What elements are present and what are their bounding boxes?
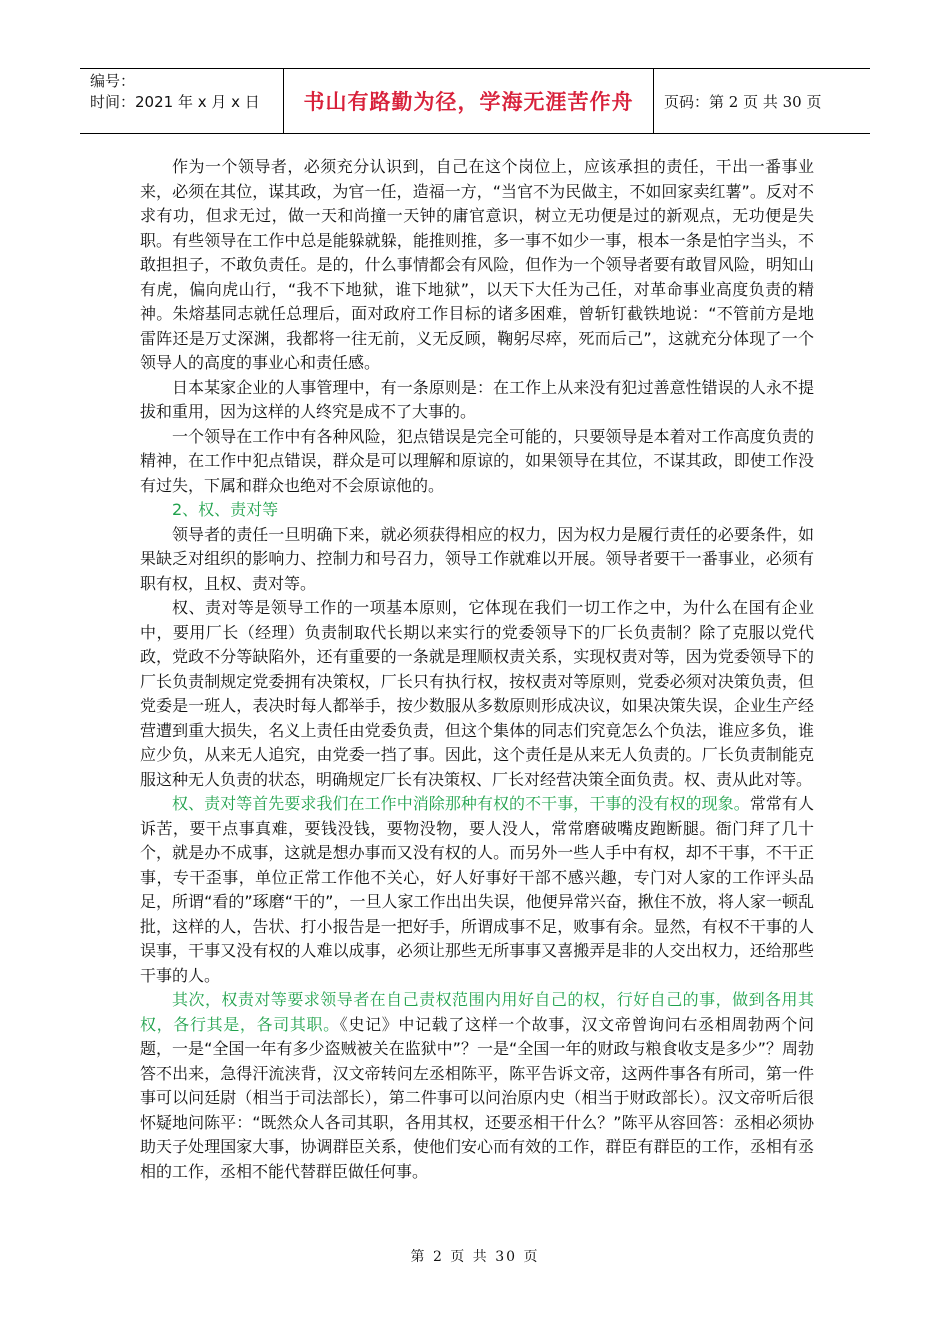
paragraph: 领导者的责任一旦明确下来，就必须获得相应的权力，因为权力是履行责任的必要条件，如果缺乏对组织的影响力、控制力和号召力，领导工作就难以开展。领导者要干一番事业，必须有职有权，且权、责对等。 xyxy=(140,524,814,593)
paragraph: 权、责对等是领导工作的一项基本原则，它体现在我们一切工作之中，为什么在国有企业中，要用厂长（经理）负责制取代长期以来实行的党委领导下的厂长负责制？除了克服以党代政，党政不分等缺陷外，还有重要的一条就是理顺权责关系，实现权责对等，因为党委领导下的厂长负责制规定党委拥有决策权，厂长只有执行权，按权责对等原则，党委必须对决策负责，但党委是一班人，表决时每人都举手，按少数服从多数原则形成决议，如果决策失误，企业生产经营遭到重大损失，名义上责任由党委负责，但这个集体的同志们究竟怎么个负法，谁应多负，谁应少负，从来无人追究，由党委一挡了事。因此，这个责任是从来无人负责的。厂长负责制能克服这种无人负责的状态，明确规定厂长有决策权、厂长对经营决策全面负责。权、责从此对等。 xyxy=(140,598,814,789)
paragraph: 一个领导在工作中有各种风险，犯点错误是完全可能的，只要领导是本着对工作高度负责的精神，在工作中犯点错误，群众是可以理解和原谅的，如果领导在其位，不谋其政，即使工作没有过失，下属和群众也绝对不会原谅他的。 xyxy=(140,426,814,495)
page-footer: 第 2 页 共 30 页 xyxy=(410,1249,540,1265)
paragraph: 日本某家企业的人事管理中，有一条原则是：在工作上从来没有犯过善意性错误的人永不提拔和重用，因为这样的人终究是成不了大事的。 xyxy=(140,377,814,421)
document-number-label: 编号： xyxy=(90,72,136,90)
paragraph: 作为一个领导者，必须充分认识到，自己在这个岗位上，应该承担的责任，干出一番事业来，必须在其位，谋其政，为官一任，造福一方，“当官不为民做主，不如回家卖红薯”。反对不求有功，但求无过，做一天和尚撞一天钟的庸官意识，树立无功便是过的新观点，无功便是失职。有些领导在工作中总是能躲就躲，能推则推，多一事不如少一事，根本一条是怕字当头，不敢担担子，不敢负责任。是的，什么事情都会有风险，但作为一个领导者要有敢冒风险，明知山有虎，偏向虎山行，“我不下地狱，谁下地狱”，以天下大任为己任，对革命事业高度负责的精神。朱熔基同志就任总理后，面对政府工作目标的诸多困难，曾斩钉截铁地说：“不管前方是地雷阵还是万丈深渊，我都将一往无前，义无反顾，鞠躬尽瘁，死而后己”，这就充分体现了一个领导人的高度的事业心和责任感。 xyxy=(140,157,814,372)
paragraph xyxy=(140,988,814,1184)
document-date: 时间：2021 年 x 月 x 日 xyxy=(90,93,260,111)
document-body xyxy=(140,155,814,1184)
page-header xyxy=(80,68,870,134)
section-heading: 2、权、责对等 xyxy=(172,500,279,519)
header-page-info: 页码：第 2 页 共 30 页 xyxy=(664,92,822,111)
highlighted-sentence: 权、责对等首先要求我们在工作中消除那种有权的不干事，干事的没有权的现象。 xyxy=(172,794,750,813)
header-meta xyxy=(80,69,283,133)
paragraph-text: 《史记》中记载了这样一个故事，汉文帝曾询问右丞相周勃两个问题，一是“全国一年有多少盗贼被关在监狱中”？一是“全国一年的财政与粮食收支是多少”？周勃答不出来，急得汗流浃背，汉文帝转问左丞相陈平，陈平告诉文帝，这两件事各有所司，第一件事可以问廷尉（相当于司法部长），第二件事可以问治原内史（相当于财政部长）。汉文帝听后很怀疑地问陈平：“既然众人各司其职，各用其权，还要丞相干什么？”陈平从容回答：丞相必须协助天子处理国家大事，协调群臣关系，使他们安心而有效的工作，群臣有群臣的工作，丞相有丞相的工作，丞相不能代替群臣做任何事。 xyxy=(140,1014,814,1181)
paragraph xyxy=(140,792,814,988)
highlighted-sentence: 其次，权责对等要求领导者在自己责权范围内用好自己的权，行好自己的事，做到各用其权，各行其是，各司其职。 xyxy=(140,990,814,1034)
header-motto: 书山有路勤为径，学海无涯苦作舟 xyxy=(283,69,654,133)
paragraph-text: 常常有人诉苦，要干点事真难，要钱没钱，要物没物，要人没人，常常磨破嘴皮跑断腿。衙门拜了几十个，就是办不成事，这就是想办事而又没有权的人。而另外一些人手中有权，却不干事，不干正事，专干歪事，单位正常工作他不关心，好人好事好干部不感兴趣，专门对人家的工作评头品足，所谓“看的”琢磨“干的”，一旦人家工作出出失误，他便异常兴奋，揪住不放，将人家一顿乱批，这样的人，告状、打小报告是一把好手，所谓成事不足，败事有余。显然，有权不干事的人误事，干事又没有权的人难以成事，必须让那些无所事事又喜搬弄是非的人交出权力，还给那些干事的人。 xyxy=(140,794,814,985)
